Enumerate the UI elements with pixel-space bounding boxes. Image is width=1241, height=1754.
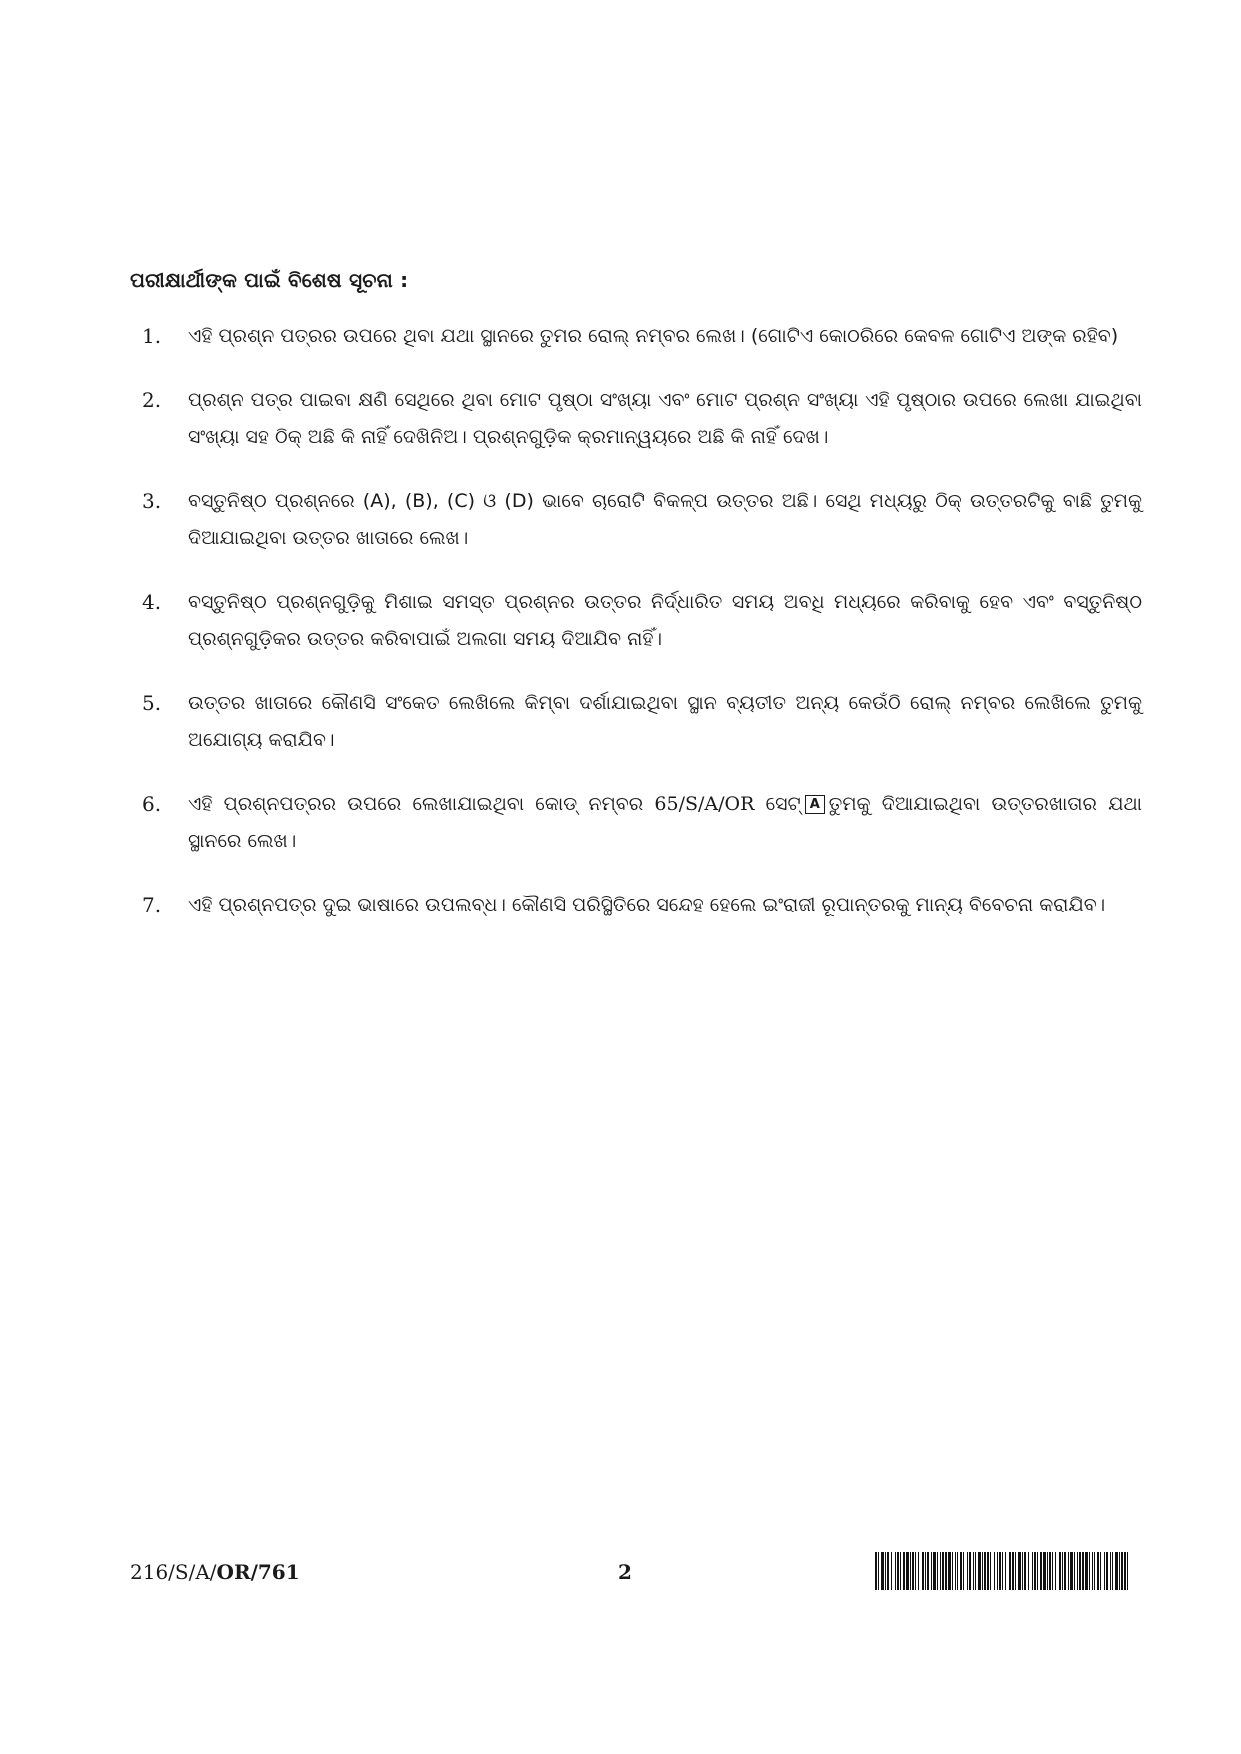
instruction-text-part: ତୁମକୁ ଦିଆଯାଇଥିବା ଉତ୍ତରଖାତାର ଯଥା ସ୍ଥାନରେ ଲେଖ।	[188, 793, 1142, 852]
page-number: 2	[618, 1560, 632, 1584]
instruction-item-7	[142, 887, 1142, 924]
question-paper-code: 65/S/A/OR	[654, 793, 755, 815]
instruction-number: 7.	[142, 893, 162, 917]
instruction-number: 4.	[142, 590, 162, 614]
instruction-text: ବସ୍ତୁନିଷ୍ଠ ପ୍ରଶ୍ନଗୁଡ଼ିକୁ ମିଶାଇ ସମସ୍ତ ପ୍ରଶ୍ନର ଉତ୍ତର ନିର୍ଦ୍ଧାରିତ ସମୟ ଅବଧି ମଧ୍ୟରେ କରିବାକୁ ହେବ ଏବଂ ବସ୍ତୁନିଷ୍ଠ ପ୍ରଶ୍ନଗୁଡ଼ିକର ଉତ୍ତର କରିବାପାଇଁ ଅଲଗା ସମୟ ଦିଆଯିବ ନାହିଁ।	[188, 591, 1142, 650]
instruction-text: ବସ୍ତୁନିଷ୍ଠ ପ୍ରଶ୍ନରେ (A), (B), (C) ଓ (D) ଭାବେ ଚାରୋଟି ବିକଳ୍ପ ଉତ୍ତର ଅଛି। ସେଥି ମଧ୍ୟରୁ ଠିକ୍ ଉତ୍ତରଟିକୁ ବାଛି ତୁମକୁ ଦିଆଯାଇଥିବା ଉତ୍ତର ଖାତାରେ ଲେଖ।	[188, 490, 1142, 549]
instruction-item-4	[142, 584, 1142, 658]
instructions-heading: ପରୀକ୍ଷାର୍ଥୀଙ୍କ ପାଇଁ ବିଶେଷ ସୂଚନା :	[130, 268, 409, 292]
instruction-number: 3.	[142, 489, 162, 513]
instruction-text: ଉତ୍ତର ଖାତାରେ କୌଣସି ସଂକେତ ଲେଖିଲେ କିମ୍ବା ଦର୍ଶାଯାଇଥିବା ସ୍ଥାନ ବ୍ୟତୀତ ଅନ୍ୟ କେଉଁଠି ରୋଲ୍ ନମ୍ବର ଲେଖିଲେ ତୁମକୁ ଅଯୋଗ୍ୟ କରାଯିବ।	[188, 692, 1142, 751]
instruction-number: 5.	[142, 691, 162, 715]
instruction-item-6	[142, 786, 1142, 860]
instruction-item-2	[142, 382, 1142, 456]
footer-code-bold: OR/761	[216, 1560, 300, 1584]
instruction-item-5	[142, 685, 1142, 759]
instruction-number: 1.	[142, 324, 162, 348]
instruction-number: 2.	[142, 388, 162, 412]
instruction-text: ଏହି ପ୍ରଶ୍ନପତ୍ର ଦୁଇ ଭାଷାରେ ଉପଲବ୍ଧ। କୌଣସି ପରିସ୍ଥିତିରେ ସନ୍ଦେହ ହେଲେ ଇଂରାଜୀ ରୂପାନ୍ତରକୁ ମାନ୍ୟ ବିବେଚନା କରାଯିବ।	[188, 894, 1106, 916]
barcode-icon	[875, 1552, 1129, 1590]
footer-code-prefix: 216/S/A/	[130, 1560, 217, 1584]
instruction-text: ପ୍ରଶ୍ନ ପତ୍ର ପାଇବା କ୍ଷଣି ସେଥିରେ ଥିବା ମୋଟ ପୃଷ୍ଠା ସଂଖ୍ୟା ଏବଂ ମୋଟ ପ୍ରଶ୍ନ ସଂଖ୍ୟା ଏହି ପୃଷ୍ଠାର ଉପରେ ଲେଖା ଯାଇଥିବା ସଂଖ୍ୟା ସହ ଠିକ୍ ଅଛି କି ନାହିଁ ଦେଖିନିଅ। ପ୍ରଶ୍ନଗୁଡ଼ିକ କ୍ରମାନ୍ୱୟରେ ଅଛି କି ନାହିଁ ଦେଖ।	[188, 389, 1142, 448]
instructions-list	[142, 318, 1142, 951]
instruction-item-3	[142, 483, 1142, 557]
instruction-text: ଏହି ପ୍ରଶ୍ନ ପତ୍ରର ଉପରେ ଥିବା ଯଥା ସ୍ଥାନରେ ତୁମର ରୋଲ୍ ନମ୍ବର ଲେଖ। (ଗୋଟିଏ କୋଠରିରେ କେବଳ ଗୋଟିଏ ଅଙ୍କ ରହିବ)	[188, 325, 1119, 347]
instruction-number: 6.	[142, 792, 162, 816]
instruction-text-part: ଏହି ପ୍ରଶ୍ନପତ୍ରର ଉପରେ ଲେଖାଯାଇଥିବା କୋଡ୍ ନମ୍ବର	[188, 793, 644, 815]
instruction-item-1	[142, 318, 1142, 355]
instruction-text	[188, 786, 1142, 860]
set-code-box: A	[805, 795, 825, 814]
footer-paper-code	[130, 1560, 300, 1584]
set-label: ସେଟ୍	[765, 793, 801, 815]
